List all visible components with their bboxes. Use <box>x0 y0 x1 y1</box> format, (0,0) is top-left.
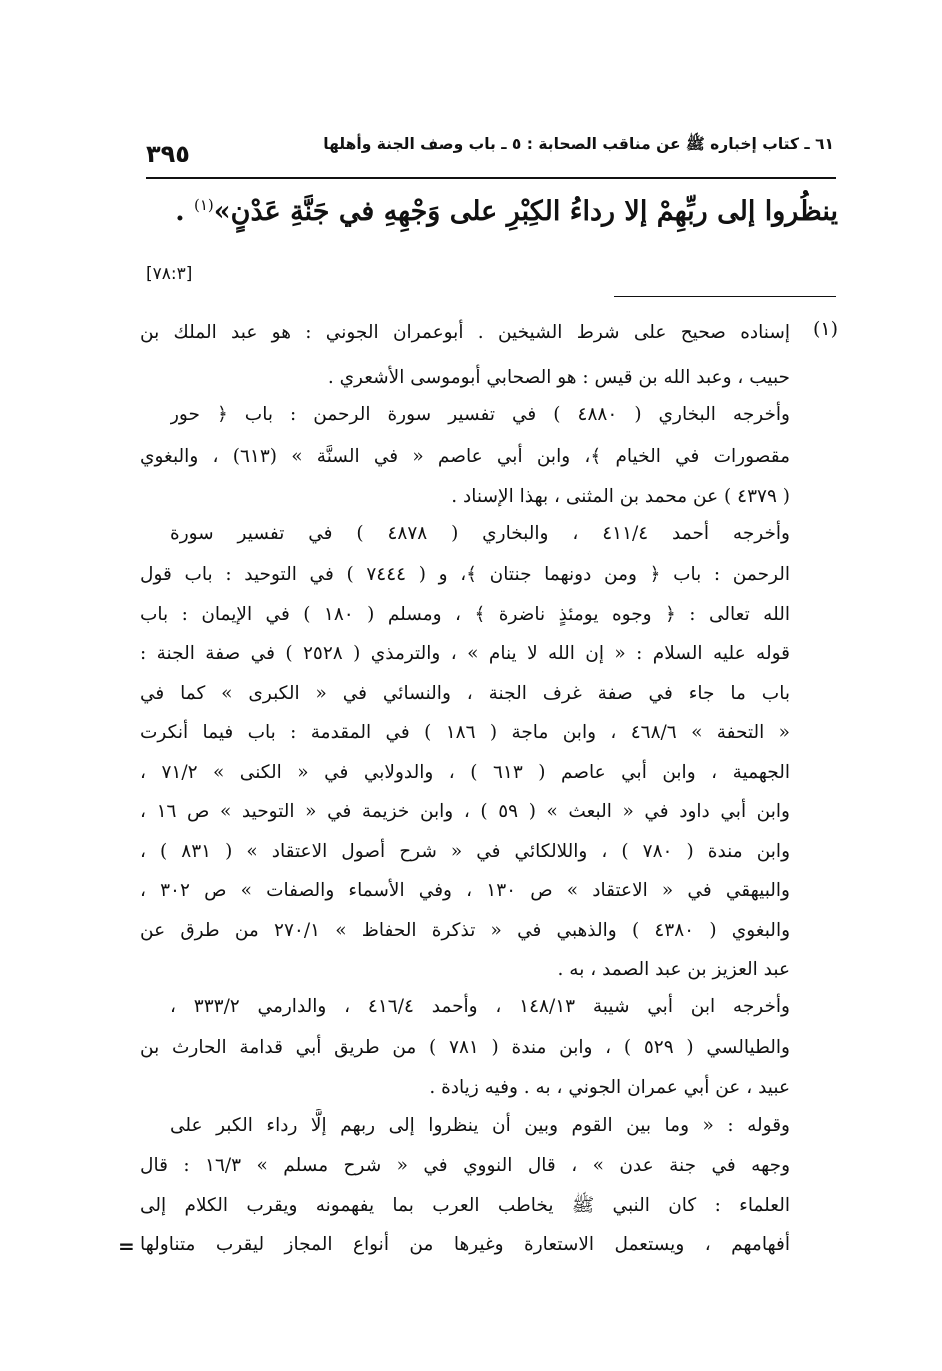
footnote-line: وابن أبي داود في « البعث » ( ٥٩ ) ، وابن خزيمة في « التوحيد » ص ١٦ ، <box>140 801 790 822</box>
footnote-line: عبيد ، عن أبي عمران الجوني ، به . وفيه زيادة . <box>429 1077 790 1098</box>
footnote-line: وأخرجه البخاري ( ٤٨٨٠ ) في تفسير سورة الرحمن : باب ﴿ حور <box>170 404 790 425</box>
footnote-line: أفهامهم ، ويستعمل الاستعارة وغيرها من أنواع المجاز ليقرب متناولها <box>140 1234 790 1255</box>
footnote-line: باب ما جاء في صفة غرف الجنة ، والنسائي في « الكبرى » كما في <box>140 683 790 704</box>
footnote-line: الرحمن : باب ﴿ ومن دونهما جنتان ﴾، و ( ٧٤٤٤ ) في التوحيد : باب قول <box>140 564 790 585</box>
footnote-line: وقوله : « وما بين القوم وبين أن ينظروا إلى ربهم إلَّا رداء الكبر على <box>170 1115 790 1136</box>
footnote-line: إسناده صحيح على شرط الشيخين . أبوعمران الجوني : هو عبد الملك بن <box>140 322 790 343</box>
footnote-line: عبد العزيز بن عبد الصمد ، به . <box>557 959 790 980</box>
footnote-line: قوله عليه السلام : « إن الله لا ينام » ، والترمذي ( ٢٥٢٨ ) في صفة الجنة : <box>140 643 790 664</box>
footnote-line: وأخرجه أحمد ٤١١/٤ ، والبخاري ( ٤٨٧٨ ) في تفسير سورة <box>170 523 790 544</box>
hadith-end: . <box>175 196 194 227</box>
footnote-line: العلماء : كان النبي ﷺ يخاطب العرب بما يفهمونه ويقرب الكلام إلى <box>140 1195 790 1216</box>
footnote-line: والطيالسي ( ٥٢٩ ) ، وابن مندة ( ٧٨١ ) من طريق أبي قدامة الحارث بن <box>140 1037 790 1058</box>
footnote-line: وأخرجه ابن أبي شيبة ١٤٨/١٣ ، وأحمد ٤١٦/٤ ، والدارمي ٣٣٣/٢ ، <box>170 996 790 1017</box>
volume-reference: [٧٨:٣] <box>146 264 193 284</box>
footnote-line: « التحفة » ٤٦٨/٦ ، وابن ماجة ( ١٨٦ ) في المقدمة : باب فيما أنكرت <box>140 722 790 743</box>
footnote-line: وجهه في جنة عدن » ، قال النووي في « شرح مسلم » ١٦/٣ : قال <box>140 1155 790 1176</box>
footnote-line: والبيهقي في « الاعتقاد » ص ١٣٠ ، وفي الأسماء والصفات » ص ٣٠٢ ، <box>140 880 790 901</box>
continuation-mark: = <box>118 1234 135 1258</box>
footnote-line: الجهمية ، وابن أبي عاصم ( ٦١٣ ) ، والدولابي في « الكنى » ٧١/٢ ، <box>140 762 790 783</box>
footnote-line: الله تعالى : ﴿ وجوه يومئذٍ ناضرة ﴾ ، ومسلم ( ١٨٠ ) في الإيمان : باب <box>140 604 790 625</box>
header-divider <box>146 177 836 179</box>
footnote-line: حبيب ، وعبد الله بن قيس : هو الصحابي أبوموسى الأشعري . <box>327 367 790 388</box>
hadith-text: ينظُروا إلى ربِّهِمْ إلا رداءُ الكِبْرِ على وَجْهِهِ في جَنَّةِ عَدْنٍ» <box>213 196 838 227</box>
footnote-line: ( ٤٣٧٩ ) عن محمد بن المثنى ، بهذا الإسناد . <box>451 486 790 507</box>
footnote-divider <box>614 296 836 297</box>
footnote-marker: (١) <box>812 318 838 340</box>
hadith-text-line <box>138 196 838 227</box>
running-header-title: ٦١ ـ كتاب إخباره ﷺ عن مناقب الصحابة : ٥ ـ باب وصف الجنة وأهلها <box>323 135 834 153</box>
footnote-line: والبغوي ( ٤٣٨٠ ) والذهبي في « تذكرة الحفاظ » ٢٧٠/١ من طرق عن <box>140 920 790 941</box>
page-number: ٣٩٥ <box>146 140 190 168</box>
footnote-line: وابن مندة ( ٧٨٠ ) ، واللالكائي في « شرح أصول الاعتقاد » ( ٨٣١ ) ، <box>140 841 790 862</box>
footnote-line: مقصورات في الخيام ﴾، وابن أبي عاصم « في السنَّة » (٦١٣) ، والبغوي <box>140 446 790 467</box>
footnote-reference: (١) <box>194 196 214 214</box>
